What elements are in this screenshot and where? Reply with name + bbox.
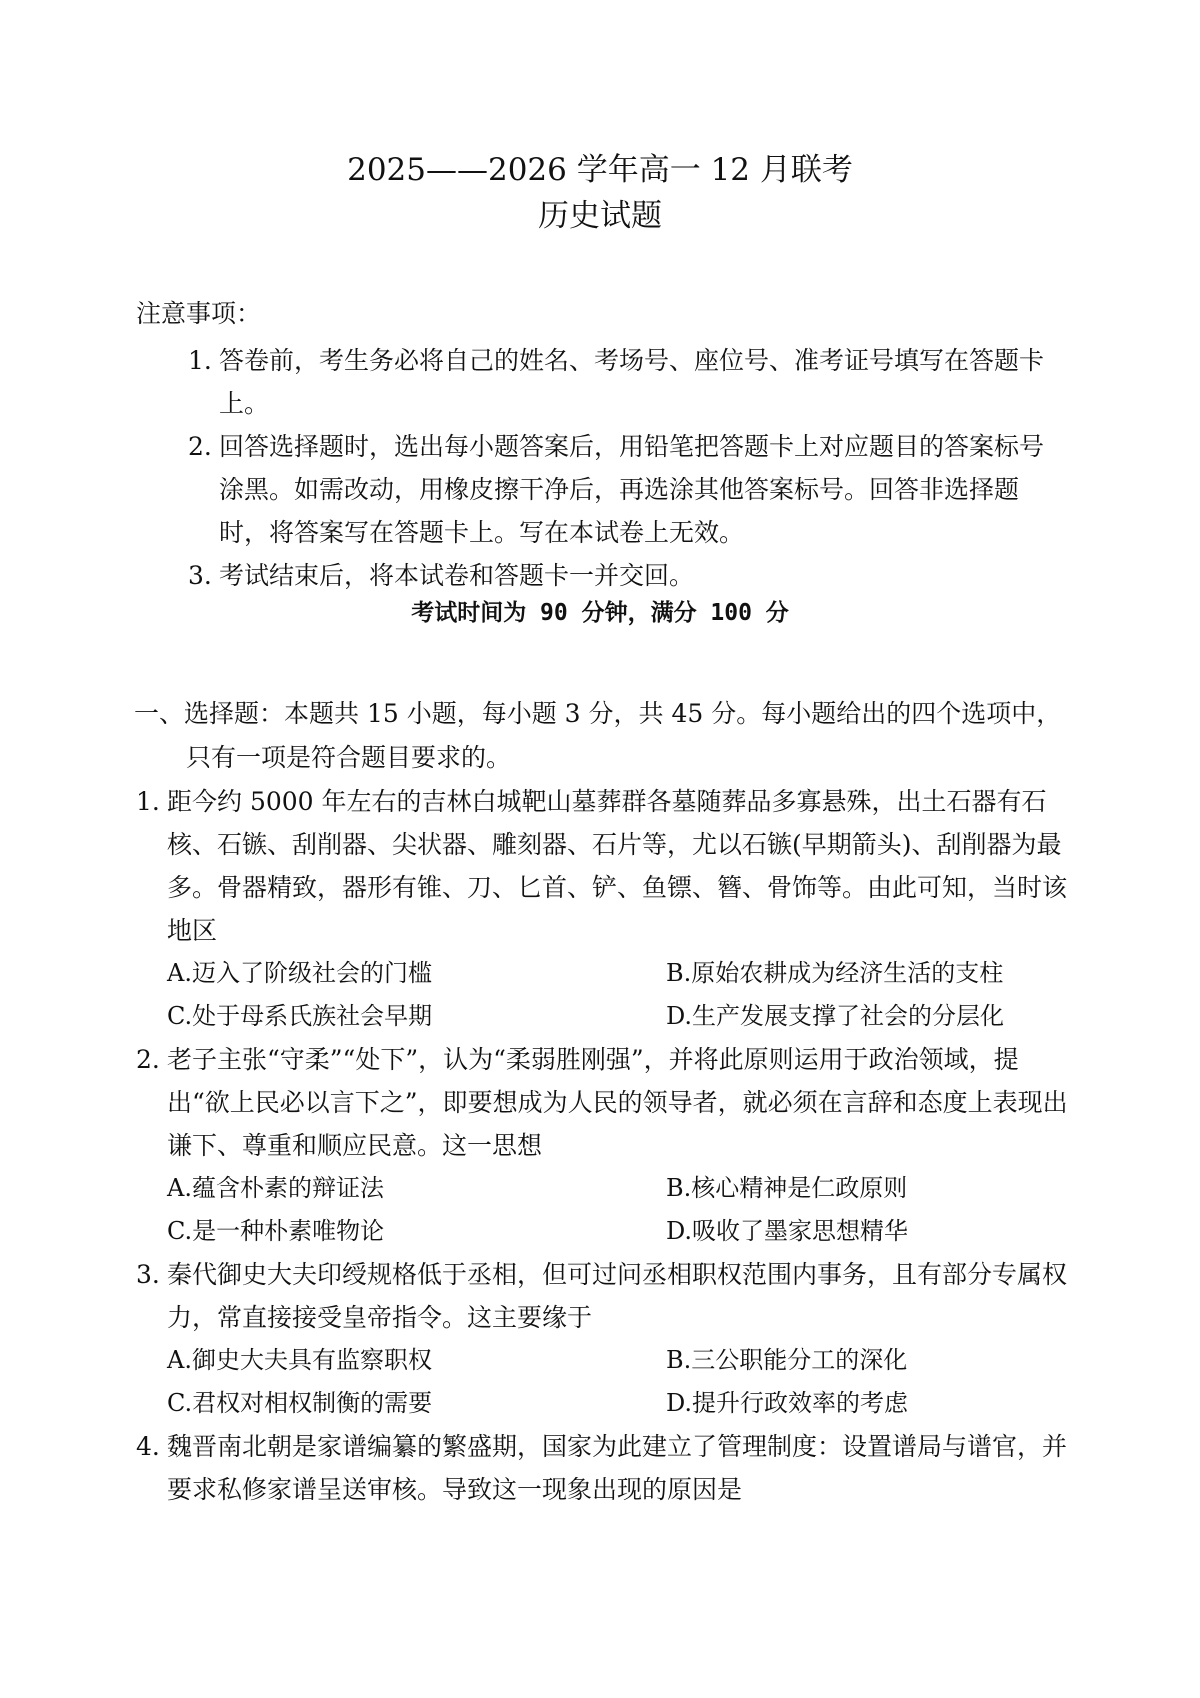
option-b: B.核心精神是仁政原则 xyxy=(666,1174,908,1202)
question-options xyxy=(136,1339,1071,1425)
notice-item xyxy=(188,425,1068,554)
option-c: C.处于母系氏族社会早期 xyxy=(167,1002,433,1030)
option-b: B.三公职能分工的深化 xyxy=(666,1346,908,1374)
option-a: A.蕴含朴素的辩证法 xyxy=(167,1174,384,1202)
option-a: A.迈入了阶级社会的门槛 xyxy=(167,959,432,987)
notice-list xyxy=(188,339,1068,597)
option-d: D.提升行政效率的考虑 xyxy=(666,1389,909,1417)
option-c: C.是一种朴素唯物论 xyxy=(167,1217,385,1245)
notice-item-text: 考试结束后，将本试卷和答题卡一并交回。 xyxy=(219,561,695,590)
option-b: B.原始农耕成为经济生活的支柱 xyxy=(666,959,1004,987)
question-stem xyxy=(136,1425,1071,1511)
question-text: 老子主张“守柔”“处下”，认为“柔弱胜刚强”，并将此原则运用于政治领域，提出“欲上民必以言下之”，即要想成为人民的领导者，就必须在言辞和态度上表现出谦下、尊重和顺应民意。这一思想 xyxy=(167,1045,1068,1160)
question-number: 3. xyxy=(136,1260,160,1289)
option-d: D.生产发展支撑了社会的分层化 xyxy=(666,1002,1005,1030)
question-number: 2. xyxy=(136,1045,160,1074)
option-c: C.君权对相权制衡的需要 xyxy=(167,1389,433,1417)
option-a: A.御史大夫具有监察职权 xyxy=(167,1346,432,1374)
question-2 xyxy=(136,1038,1071,1253)
notice-item-number: 1. xyxy=(188,346,212,375)
question-stem xyxy=(136,780,1071,952)
notice-item-number: 3. xyxy=(188,561,212,590)
exam-subject: 历史试题 xyxy=(538,198,662,234)
notice-heading: 注意事项： xyxy=(136,299,262,328)
question-number: 4. xyxy=(136,1432,160,1461)
question-text: 秦代御史大夫印绶规格低于丞相，但可过问丞相职权范围内事务，且有部分专属权力，常直接接受皇帝指令。这主要缘于 xyxy=(167,1260,1068,1332)
question-3 xyxy=(136,1253,1071,1425)
exam-title: 2025——2026 学年高一 12 月联考 xyxy=(347,152,853,188)
question-list xyxy=(136,780,1071,1511)
question-options xyxy=(136,952,1071,1038)
question-stem xyxy=(136,1253,1071,1339)
notice-item-text: 回答选择题时，选出每小题答案后，用铅笔把答题卡上对应题目的答案标号涂黑。如需改动，用橡皮擦干净后，再选涂其他答案标号。回答非选择题时，将答案写在答题卡上。写在本试卷上无效。 xyxy=(219,432,1045,547)
question-text: 魏晋南北朝是家谱编纂的繁盛期，国家为此建立了管理制度：设置谱局与谱官，并要求私修家谱呈送审核。导致这一现象出现的原因是 xyxy=(167,1432,1068,1504)
notice-item-number: 2. xyxy=(188,432,212,461)
question-options xyxy=(136,1167,1071,1253)
section-heading: 一、选择题：本题共 15 小题，每小题 3 分，共 45 分。每小题给出的四个选项中，只有一项是符合题目要求的。 xyxy=(134,699,1062,772)
notice-item xyxy=(188,554,1068,597)
option-d: D.吸收了墨家思想精华 xyxy=(666,1217,909,1245)
notice-item xyxy=(188,339,1068,425)
question-1 xyxy=(136,780,1071,1038)
question-4 xyxy=(136,1425,1071,1511)
notice-item-text: 答卷前，考生务必将自己的姓名、考场号、座位号、准考证号填写在答题卡上。 xyxy=(219,346,1045,418)
question-number: 1. xyxy=(136,787,160,816)
question-text: 距今约 5000 年左右的吉林白城靶山墓葬群各墓随葬品多寡悬殊，出土石器有石核、石镞、刮削器、尖状器、雕刻器、石片等，尤以石镞(早期箭头)、刮削器为最多。骨器精致，器形有锥、刀、匕首、铲、鱼镖、簪、骨饰等。由此可知，当时该地区 xyxy=(167,787,1068,945)
question-stem xyxy=(136,1038,1071,1167)
exam-time-note: 考试时间为 90 分钟，满分 100 分 xyxy=(411,600,789,626)
